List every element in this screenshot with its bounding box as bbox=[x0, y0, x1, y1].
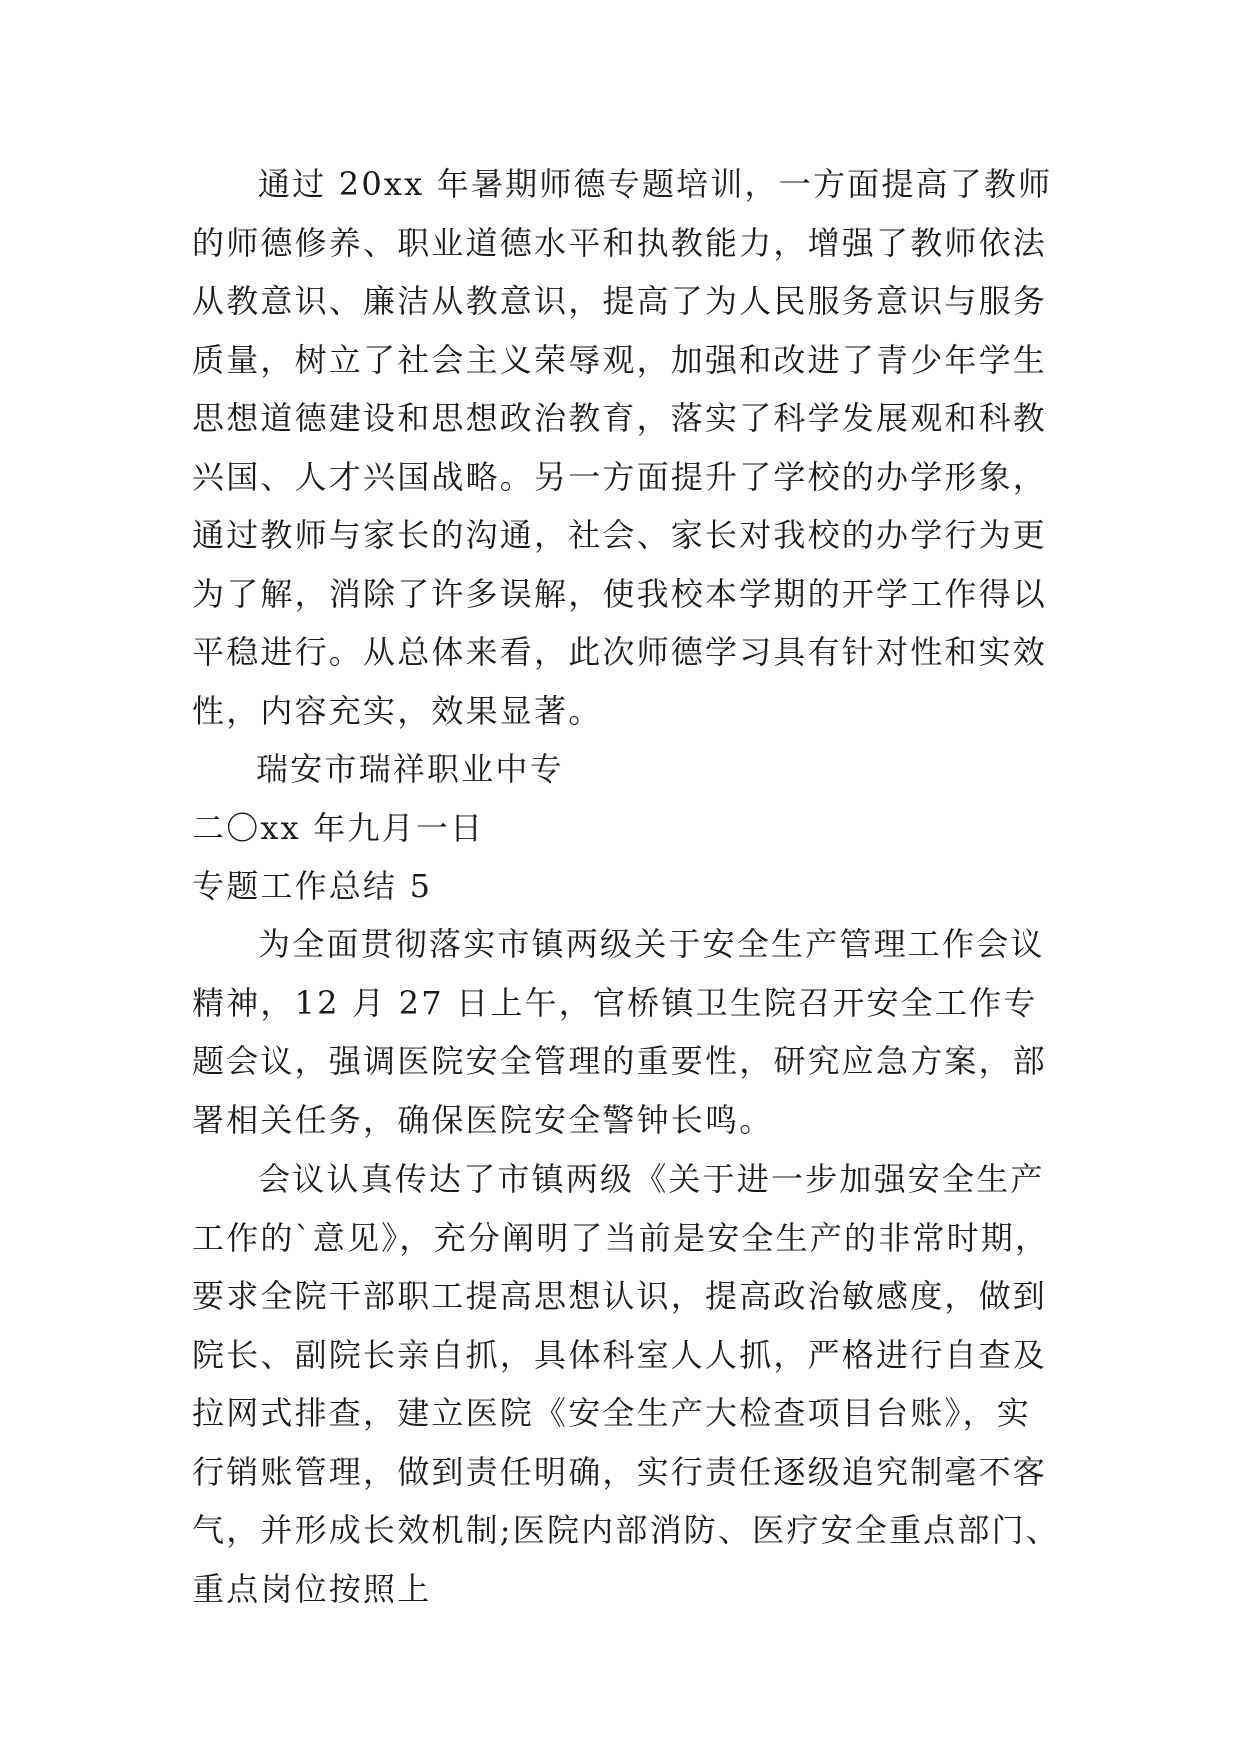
paragraph-meeting-intro: 为全面贯彻落实市镇两级关于安全生产管理工作会议精神，12 月 27 日上午，官桥镇卫生院召开安全工作专题会议，强调医院安全管理的重要性，研究应急方案，部署相关任务，确保医院安全警钟长鸣。 bbox=[192, 925, 1048, 1139]
paragraph-summary: 通过 20xx 年暑期师德专题培训，一方面提高了教师的师德修养、职业道德水平和执教能力，增强了教师依法从教意识、廉洁从教意识，提高了为人民服务意识与服务质量，树立了社会主义荣辱观，加强和改进了青少年学生思想道德建设和思想政治教育，落实了科学发展观和科教兴国、人才兴国战略。另一方面提升了学校的办学形象，通过教师与家长的沟通，社会、家长对我校的办学行为更为了解，消除了许多误解，使我校本学期的开学工作得以平稳进行。从总体来看，此次师德学习具有针对性和实效性，内容充实，效果显著。 bbox=[192, 165, 1053, 730]
signature-date: 二〇xx 年九月一日 bbox=[192, 809, 485, 847]
paragraph-meeting-details: 会议认真传达了市镇两级《关于进一步加强安全生产工作的`意见》，充分阐明了当前是安全生产的非常时期，要求全院干部职工提高思想认识，提高政治敏感度，做到院长、副院长亲自抓，具体科室人人抓，严格进行自查及拉网式排查，建立医院《安全生产大检查项目台账》，实行销账管理，做到责任明确，实行责任逐级追究制毫不客气，并形成长效机制;医院内部消防、医疗安全重点部门、重点岗位按照上 bbox=[192, 1160, 1060, 1608]
section-heading: 专题工作总结 5 bbox=[192, 867, 433, 905]
signature-school: 瑞安市瑞祥职业中专 bbox=[256, 750, 564, 788]
